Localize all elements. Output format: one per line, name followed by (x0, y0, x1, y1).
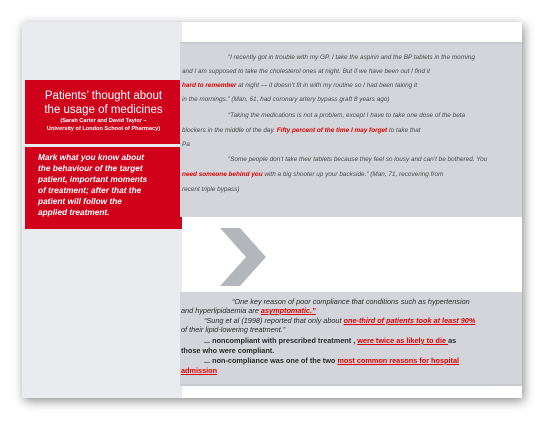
bottom-line-7-highlight: most common reasons for hospital (337, 356, 460, 365)
quote-1-line-2: and I am supposed to take the cholesterol ones at night. But if we have been out I find it (182, 68, 430, 75)
bottom-line-5-text: ... noncompliant with prescribed treatment , (204, 336, 358, 345)
bottom-line-3-highlight: one-third of patients took at least 90% (343, 316, 476, 325)
bottom-line-2-text: and hyperlipidaemia are (181, 306, 261, 315)
bottom-line-2-highlight: asymptomatic.” (260, 306, 316, 315)
task-box (25, 147, 182, 229)
bottom-line-2 (181, 306, 316, 315)
title-line-1: Patients’ thought about (44, 90, 163, 102)
title-line-2: the usage of medicines (44, 104, 163, 116)
task-line-3: patient, important moments (38, 174, 148, 184)
quote-2-line-1: “Taking the medications is not a problem, except I have to take one dose of the beta (228, 112, 466, 119)
quote-3-line-3: recent triple bypass) (182, 186, 240, 193)
quote-3-line-1: “Some people don’t take their tablets because they feel so lousy and can’t be bothered. You (228, 156, 488, 163)
task-line-4: of treatment; after that the (38, 185, 142, 195)
bottom-line-5-end: as (448, 336, 457, 345)
quote-2-highlight: Fifty percent of the time I may forget (276, 127, 388, 134)
quote-1-highlight: hard to remember (182, 82, 237, 89)
bottom-line-7-text: ... non-compliance was one of the two (204, 356, 338, 365)
bottom-line-8-highlight: admission (181, 366, 218, 375)
credit-line-1: (Sarah Carter and David Taylor – (60, 118, 147, 124)
task-line-5: patient will follow the (38, 196, 122, 206)
task-line-1: Mark what you know about (38, 152, 145, 162)
task-line-6: applied treatment. (38, 207, 110, 217)
bottom-line-8 (181, 366, 217, 375)
bottom-line-3-text: “Sung et al (1998) reported that only about (204, 316, 344, 325)
bottom-panel (180, 292, 522, 386)
quote-1-line-3 (182, 82, 417, 90)
quote-1-line-3-text: at night — it doesn’t fit in with my routine so I had been taking it (236, 82, 418, 89)
bottom-line-5-highlight: were twice as likely to die (357, 336, 449, 345)
task-line-2: the behaviour of the target (38, 163, 143, 173)
quotes-panel (180, 42, 522, 217)
quote-2-line-2-end: to take that (387, 127, 421, 134)
bottom-line-3 (204, 316, 475, 325)
bottom-line-7 (204, 356, 459, 365)
chevron-right-icon (220, 228, 270, 286)
bottom-line-5 (204, 336, 456, 345)
quote-2-line-2 (182, 127, 421, 135)
slide (22, 22, 522, 398)
quote-3-line-2 (182, 171, 443, 179)
bottom-line-1: “One key reason of poor compliance that conditions such as hypertension (232, 297, 470, 306)
credit-line-2: University of London School of Pharmacy) (46, 125, 161, 132)
quote-1-line-1: “I recently got in trouble with my GP. I take the aspirin and the BP tablets in the morning (228, 54, 475, 61)
quote-1-line-4: in the mornings.” (Man, 61, had coronary artery bypass graft 8 years ago) (182, 96, 390, 103)
quote-3-highlight: need someone behind you (182, 171, 263, 178)
quote-3-line-2-text: with a big shooter up your backside.” (Man, 71, recovering from (262, 171, 444, 178)
quote-2-line-3: Pa (182, 141, 190, 148)
title-box (25, 80, 182, 144)
quote-2-line-2-text: blockers in the middle of the day. (182, 127, 277, 134)
bottom-line-4: of their lipid-lowering treatment.” (181, 325, 286, 334)
bottom-line-6: those who were compliant. (181, 346, 275, 355)
